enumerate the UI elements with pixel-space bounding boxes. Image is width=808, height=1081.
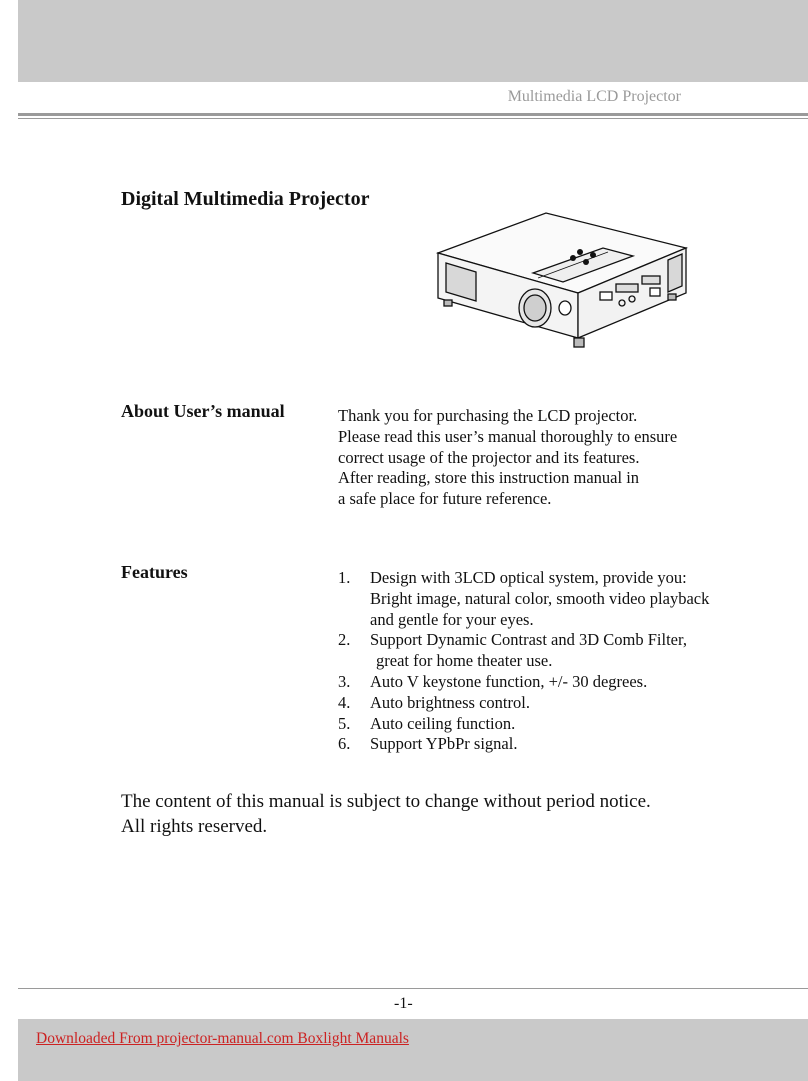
features-list [338,568,778,755]
notice-line: All rights reserved. [121,816,268,837]
feature-number: 3. [338,671,351,691]
feature-number: 6. [338,734,351,754]
about-line: After reading, store this instruction manual in [338,468,640,488]
feature-number: 4. [338,692,351,712]
about-line: Thank you for purchasing the LCD projector. [338,406,638,425]
page-number: -1- [394,995,413,1012]
header-title: Multimedia LCD Projector [507,88,681,105]
feature-item [338,672,778,693]
feature-text: Auto V keystone function, +/- 30 degrees. [370,671,648,691]
feature-text: great for home theater use. [376,651,553,671]
download-link[interactable]: Downloaded From projector-manual.com Boxlight Manuals [36,1030,409,1047]
projector-illustration [428,208,693,358]
feature-text: Auto ceiling function. [370,713,516,733]
features-heading: Features [121,562,188,582]
notice-paragraph [121,789,651,839]
feature-item [338,734,778,755]
footer-band [18,1019,808,1081]
feature-item [338,630,778,672]
feature-item [338,693,778,714]
about-line: correct usage of the projector and its features. [338,447,640,467]
about-heading: About User’s manual [121,401,285,421]
feature-number: 2. [338,630,351,650]
header-divider-thin [18,118,808,119]
header-divider [18,113,808,116]
feature-text: Support YPbPr signal. [370,734,518,754]
about-line: a safe place for future reference. [338,489,552,509]
feature-text: Design with 3LCD optical system, provide you: [370,568,687,587]
notice-line: The content of this manual is subject to change without period notice. [121,791,651,812]
feature-number: 5. [338,713,351,733]
feature-text: Auto brightness control. [370,692,530,712]
feature-item [338,568,778,630]
header-band [18,0,808,82]
feature-number: 1. [338,568,351,587]
about-paragraph [338,406,758,510]
feature-text: Bright image, natural color, smooth video playback [370,588,710,608]
footer-divider [18,988,808,989]
feature-item [338,714,778,735]
document-title: Digital Multimedia Projector [121,188,370,210]
feature-text: and gentle for your eyes. [370,609,534,629]
feature-text: Support Dynamic Contrast and 3D Comb Filter, [370,630,687,650]
about-line: Please read this user’s manual thoroughly to ensure [338,426,678,446]
